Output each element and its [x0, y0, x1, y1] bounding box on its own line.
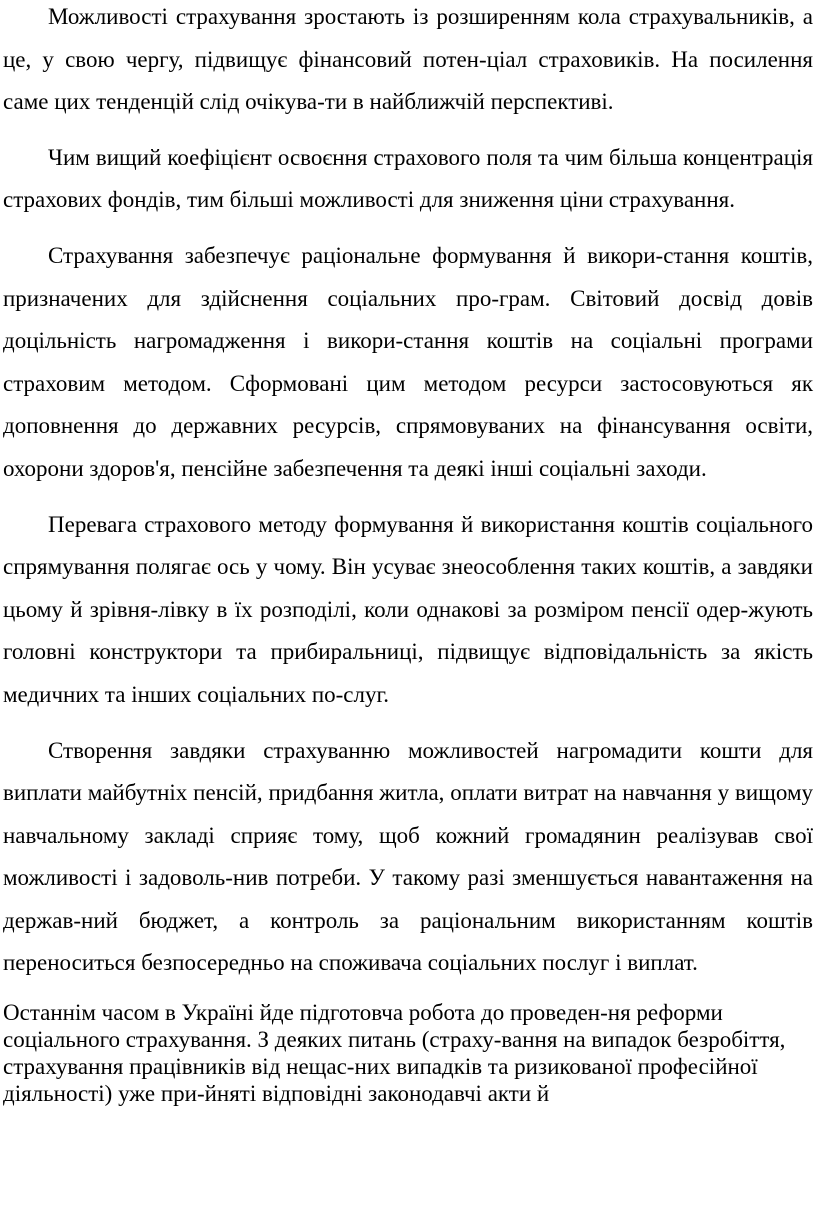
paragraph-insurance-growth: Можливості страхування зростають із розширенням кола страхувальників, а це, у свою чергу, підвищує фінансовий потен-ціал страховиків. На посилення саме цих тенденцій слід очікува-ти в найближчій перспективі. — [3, 4, 813, 115]
paragraph-savings-opportunities: Створення завдяки страхуванню можливостей нагромадити кошти для виплати майбутніх пенсій, придбання житла, оплати витрат на навчання у вищому навчальному закладі сприяє тому, щоб кожний громадянин реалізував свої можливості і задоволь-нив потреби. У такому разі зменшується навантаження на держав-ний бюджет, а контроль за раціональним використанням коштів переноситься безпосередньо на споживача соціальних послуг і виплат. — [3, 737, 813, 976]
paragraph-method-advantage: Перевага страхового методу формування й використання коштів соціального спрямування полягає ось у чому. Він усуває знеособлення таких коштів, а завдяки цьому й зрівня-лівку в їх розподілі, коли однакові за розміром пенсії одер-жують головні конструктори та прибиральниці, підвищує відповідальність за якість медичних та інших соціальних по-слуг. — [3, 511, 813, 707]
paragraph-social-programs: Страхування забезпечує раціональне формування й викори-стання коштів, призначених для здійснення соціальних про-грам. Світовий досвід довів доцільність нагромадження і викори-стання коштів на соціальні програми страховим методом. Сформовані цим методом ресурси застосовуються як доповнення до державних ресурсів, спрямовуваних на фінансування освіти, охорони здоров'я, пенсійне забезпечення та деякі інші соціальні заходи. — [3, 242, 813, 481]
paragraph-insurance-cost: Чим вищий коефіцієнт освоєння страхового поля та чим більша концентрація страхових фондів, тим більші можливості для зниження ціни страхування. — [3, 144, 813, 213]
paragraph-reform: Останнім часом в Україні йде підготовча робота до проведен-ня реформи соціального страхування. З деяких питань (страху-вання на випадок безробіття, страхування працівників від нещас-них випадків та ризикованої професійної діяльності) уже при-йняті відповідні законодавчі акти й — [3, 1000, 786, 1107]
